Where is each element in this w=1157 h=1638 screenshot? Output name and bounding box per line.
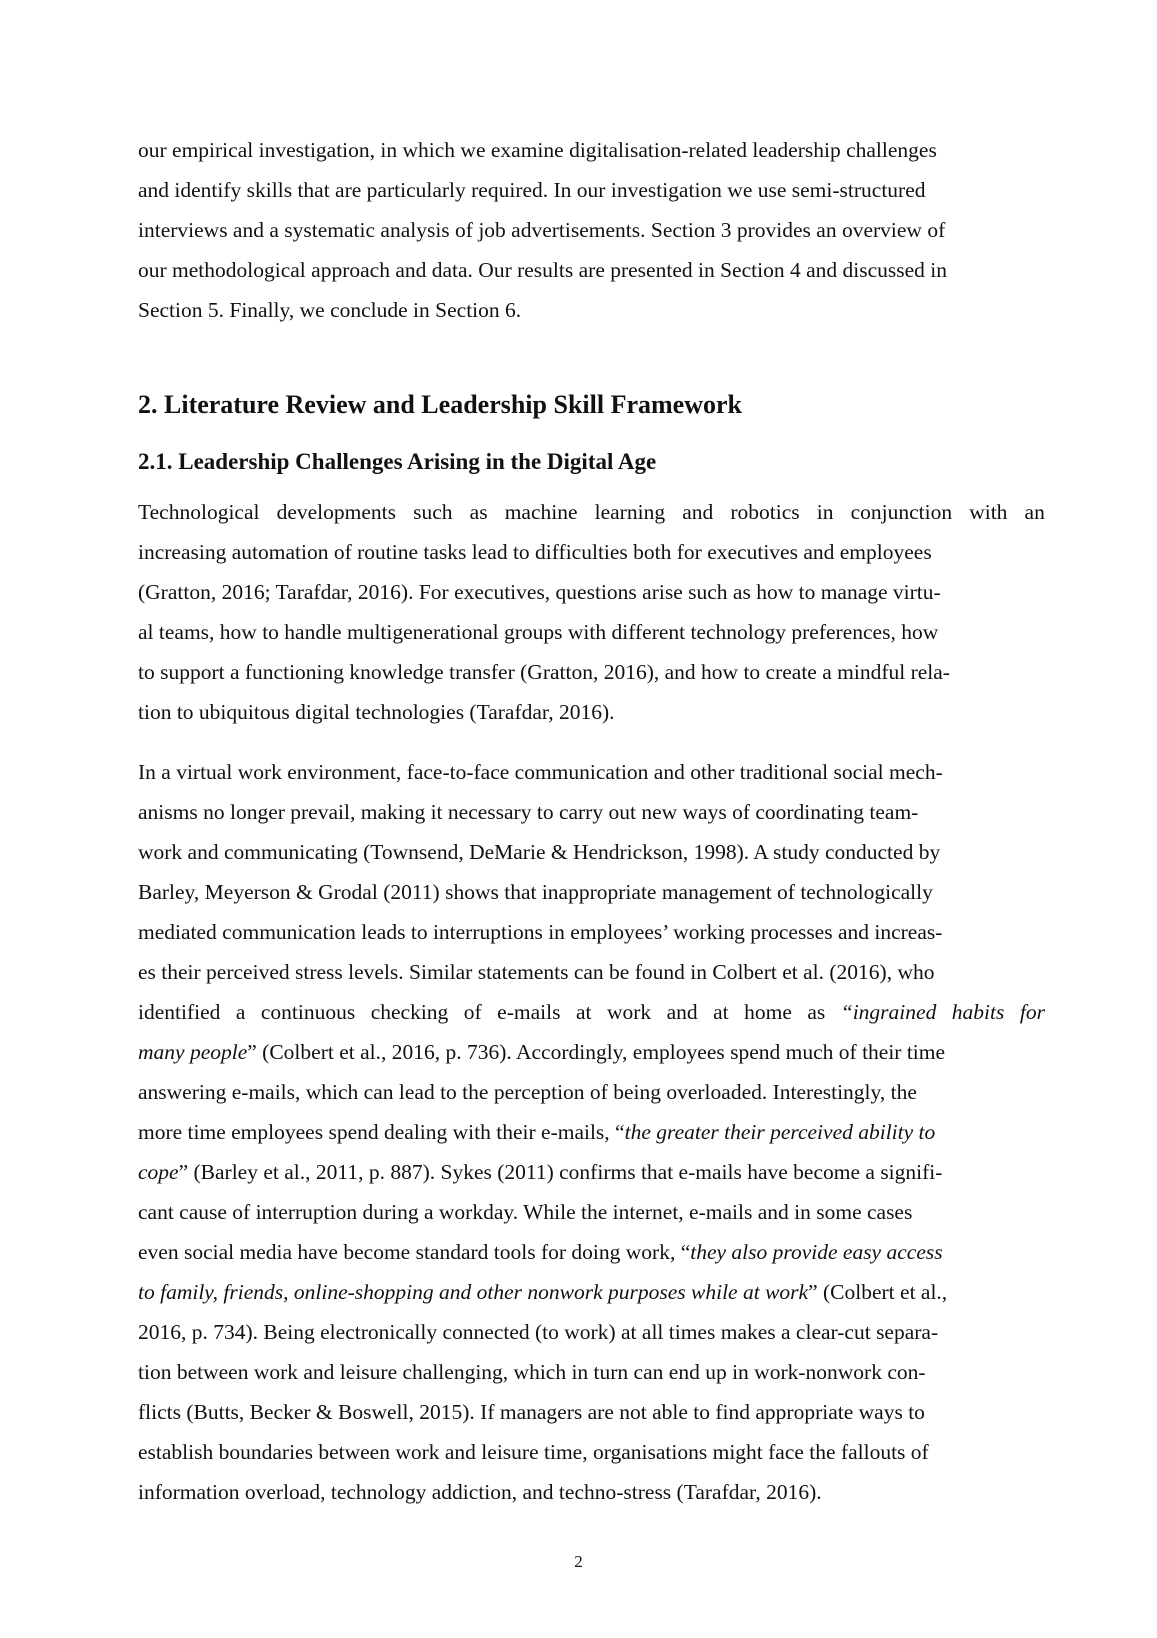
line-text: ” (Barley et al., 2011, p. 887). Sykes (2011) confirms that e-mails have become a signifi- <box>178 1160 943 1184</box>
word: a <box>235 1000 246 1024</box>
paragraph2-line: establish boundaries between work and leisure time, organisations might face the fallouts of <box>138 1440 929 1464</box>
intro-line: Section 5. Finally, we conclude in Section 6. <box>138 298 522 322</box>
paragraph2-line <box>138 1122 935 1144</box>
quote-text: cope <box>138 1160 179 1184</box>
word: robotics <box>730 500 800 524</box>
word: at <box>713 1000 729 1024</box>
quote-word: for <box>1019 1000 1045 1024</box>
quote-text: the greater their perceived ability to <box>624 1120 936 1144</box>
word: as <box>807 1000 826 1024</box>
paragraph2-line: answering e-mails, which can lead to the perception of being overloaded. Interestingly, the <box>138 1080 917 1104</box>
paragraph1-line-justified <box>138 502 1045 524</box>
word: and <box>666 1000 698 1024</box>
quote-text: many people <box>138 1040 248 1064</box>
word: machine <box>504 500 578 524</box>
word: such <box>413 500 453 524</box>
quote-word: “ingrained <box>840 1000 937 1024</box>
paragraph1-line: al teams, how to handle multigenerational groups with different technology preferences, how <box>138 620 939 644</box>
word: as <box>469 500 488 524</box>
paragraph2-line <box>138 1162 942 1184</box>
subsection-heading: 2.1. Leadership Challenges Arising in the Digital Age <box>138 449 657 474</box>
word: developments <box>276 500 397 524</box>
paragraph2-line: 2016, p. 734). Being electronically connected (to work) at all times makes a clear-cut separa- <box>138 1320 939 1344</box>
paragraph1-line: (Gratton, 2016; Tarafdar, 2016). For executives, questions arise such as how to manage virtu- <box>138 580 941 604</box>
paragraph1-line: increasing automation of routine tasks lead to difficulties both for executives and employees <box>138 540 932 564</box>
word: identified <box>138 1000 221 1024</box>
word: Technological <box>138 500 260 524</box>
line-text: ” (Colbert et al., 2016, p. 736). Accordingly, employees spend much of their time <box>247 1040 946 1064</box>
paragraph2-line-justified <box>138 1002 1045 1024</box>
line-text: more time employees spend dealing with their e-mails, “ <box>138 1120 625 1144</box>
paragraph2-line: Barley, Meyerson & Grodal (2011) shows that inappropriate management of technologically <box>138 880 933 904</box>
section-heading: 2. Literature Review and Leadership Skill Framework <box>138 390 742 419</box>
paragraph1-line: to support a functioning knowledge transfer (Gratton, 2016), and how to create a mindful rela- <box>138 660 950 684</box>
word: of <box>463 1000 482 1024</box>
paragraph2-line <box>138 1282 947 1304</box>
paragraph2-line: anisms no longer prevail, making it necessary to carry out new ways of coordinating team- <box>138 800 919 824</box>
paragraph2-line: flicts (Butts, Becker & Boswell, 2015). If managers are not able to find appropriate ways to <box>138 1400 925 1424</box>
word: checking <box>370 1000 449 1024</box>
page-number: 2 <box>574 1552 583 1571</box>
paragraph1-line: tion to ubiquitous digital technologies (Tarafdar, 2016). <box>138 700 615 724</box>
paragraph2-line: mediated communication leads to interruptions in employees’ working processes and increas- <box>138 920 943 944</box>
word: with <box>969 500 1008 524</box>
word: and <box>682 500 714 524</box>
word: home <box>744 1000 792 1024</box>
intro-line: and identify skills that are particularly required. In our investigation we use semi-structured <box>138 178 926 202</box>
word: continuous <box>260 1000 356 1024</box>
quote-text: they also provide easy access <box>690 1240 943 1264</box>
paragraph2-line: es their perceived stress levels. Similar statements can be found in Colbert et al. (2016), who <box>138 960 935 984</box>
word: learning <box>594 500 666 524</box>
paragraph2-line: work and communicating (Townsend, DeMarie & Hendrickson, 1998). A study conducted by <box>138 840 941 864</box>
paragraph2-line: In a virtual work environment, face-to-face communication and other traditional social mech- <box>138 760 943 784</box>
intro-line: our methodological approach and data. Our results are presented in Section 4 and discussed in <box>138 258 948 282</box>
word: work <box>606 1000 652 1024</box>
line-text: ” (Colbert et al., <box>808 1280 948 1304</box>
paragraph2-line: tion between work and leisure challenging, which in turn can end up in work-nonwork con- <box>138 1360 926 1384</box>
paragraph2-line <box>138 1242 943 1264</box>
line-text: even social media have become standard tools for doing work, “ <box>138 1240 691 1264</box>
paragraph2-line: information overload, technology addiction, and techno-stress (Tarafdar, 2016). <box>138 1480 822 1504</box>
paragraph2-line <box>138 1042 945 1064</box>
intro-line: interviews and a systematic analysis of job advertisements. Section 3 provides an overview of <box>138 218 946 242</box>
word: at <box>575 1000 592 1024</box>
quote-text: to family, friends, online-shopping and other nonwork purposes while at work <box>138 1280 809 1304</box>
word: in <box>816 500 834 524</box>
word: e-mails <box>497 1000 561 1024</box>
word: an <box>1024 500 1045 524</box>
paragraph2-line: cant cause of interruption during a workday. While the internet, e-mails and in some cases <box>138 1200 913 1224</box>
word: conjunction <box>850 500 953 524</box>
intro-line: our empirical investigation, in which we examine digitalisation-related leadership challenges <box>138 138 937 162</box>
quote-word: habits <box>951 1000 1005 1024</box>
